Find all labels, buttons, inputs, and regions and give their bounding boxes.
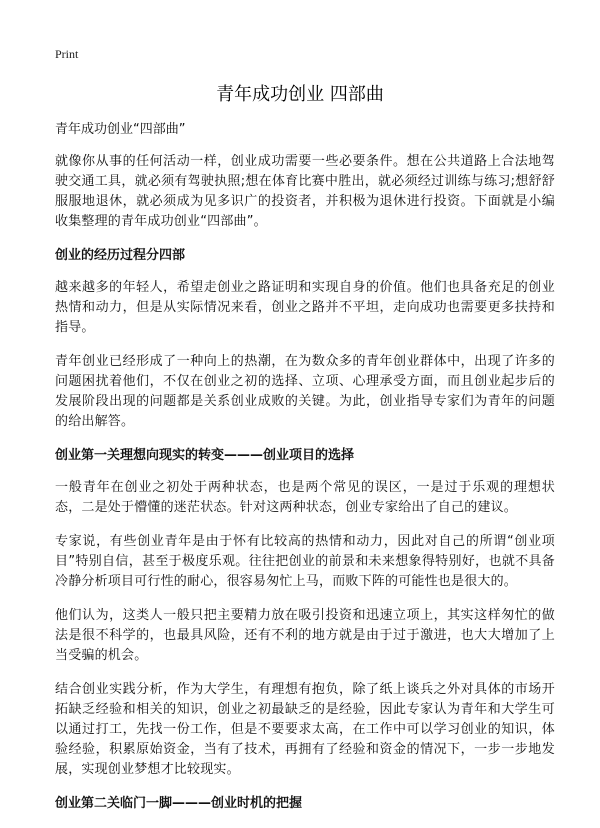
section-heading-3: 创业第二关临门一脚———创业时机的把握 xyxy=(55,796,303,811)
intro-paragraph: 就像你从事的任何活动一样，创业成功需要一些必要条件。想在公共道路上合法地驾驶交通工具，就必须有驾驶执照;想在体育比赛中胜出，就必须经过训练与练习;想舒舒服服地退休，就必须成为见多识广的投资者，并积极为退休进行投资。下面就是小编收集整理的青年成功创业“四部曲”。 xyxy=(55,154,555,229)
section2-paragraph-1: 一般青年在创业之初处于两种状态，也是两个常见的误区，一是过于乐观的理想状态，二是处于懵懂的迷茫状态。针对这两种状态，创业专家给出了自己的建议。 xyxy=(55,480,555,515)
section-heading-2: 创业第一关理想向现实的转变———创业项目的选择 xyxy=(55,448,355,463)
document-title: 青年成功创业 四部曲 xyxy=(216,84,384,105)
print-link[interactable]: Print xyxy=(55,47,79,61)
section2-paragraph-4: 结合创业实践分析，作为大学生，有理想有抱负，除了纸上谈兵之外对具体的市场开拓缺乏经验和相关的知识，创业之初最缺乏的是经验，因此专家认为青年和大学生可以通过打工，先找一份工作，但是不要要求太高，在工作中可以学习创业的知识，体验经验，积累原始资金，当有了技术，再拥有了经验和资金的情况下，一步一步地发展，实现创业梦想才比较现实。 xyxy=(55,682,555,777)
section1-paragraph-2: 青年创业已经形成了一种向上的热潮，在为数众多的青年创业群体中，出现了许多的问题困扰着他们，不仅在创业之初的选择、立项、心理承受方面，而且创业起步后的发展阶段出现的问题都是关系创业成败的关键。为此，创业指导专家们为青年的问题的给出解答。 xyxy=(55,354,555,429)
section2-paragraph-2: 专家说，有些创业青年是由于怀有比较高的热情和动力，因此对自己的所谓“创业项目”特别自信，甚至于极度乐观。往往把创业的前景和未来想象得特别好，也就不具备冷静分析项目可行性的耐心，很容易匆忙上马，而败下阵的可能性也是很大的。 xyxy=(55,534,555,589)
document-subtitle: 青年成功创业“四部曲” xyxy=(55,122,186,137)
section1-paragraph-1: 越来越多的年轻人，希望走创业之路证明和实现自身的价值。他们也具备充足的创业热情和动力，但是从实际情况来看，创业之路并不平坦，走向成功也需要更多扶持和指导。 xyxy=(55,280,555,335)
document-body xyxy=(55,120,555,826)
section-heading-1: 创业的经历过程分四部 xyxy=(55,248,186,263)
section2-paragraph-3: 他们认为，这类人一般只把主要精力放在吸引投资和迅速立项上，其实这样匆忙的做法是很不科学的，也最具风险，还有不利的地方就是由于过于激进，也大大增加了上当受骗的机会。 xyxy=(55,608,555,663)
